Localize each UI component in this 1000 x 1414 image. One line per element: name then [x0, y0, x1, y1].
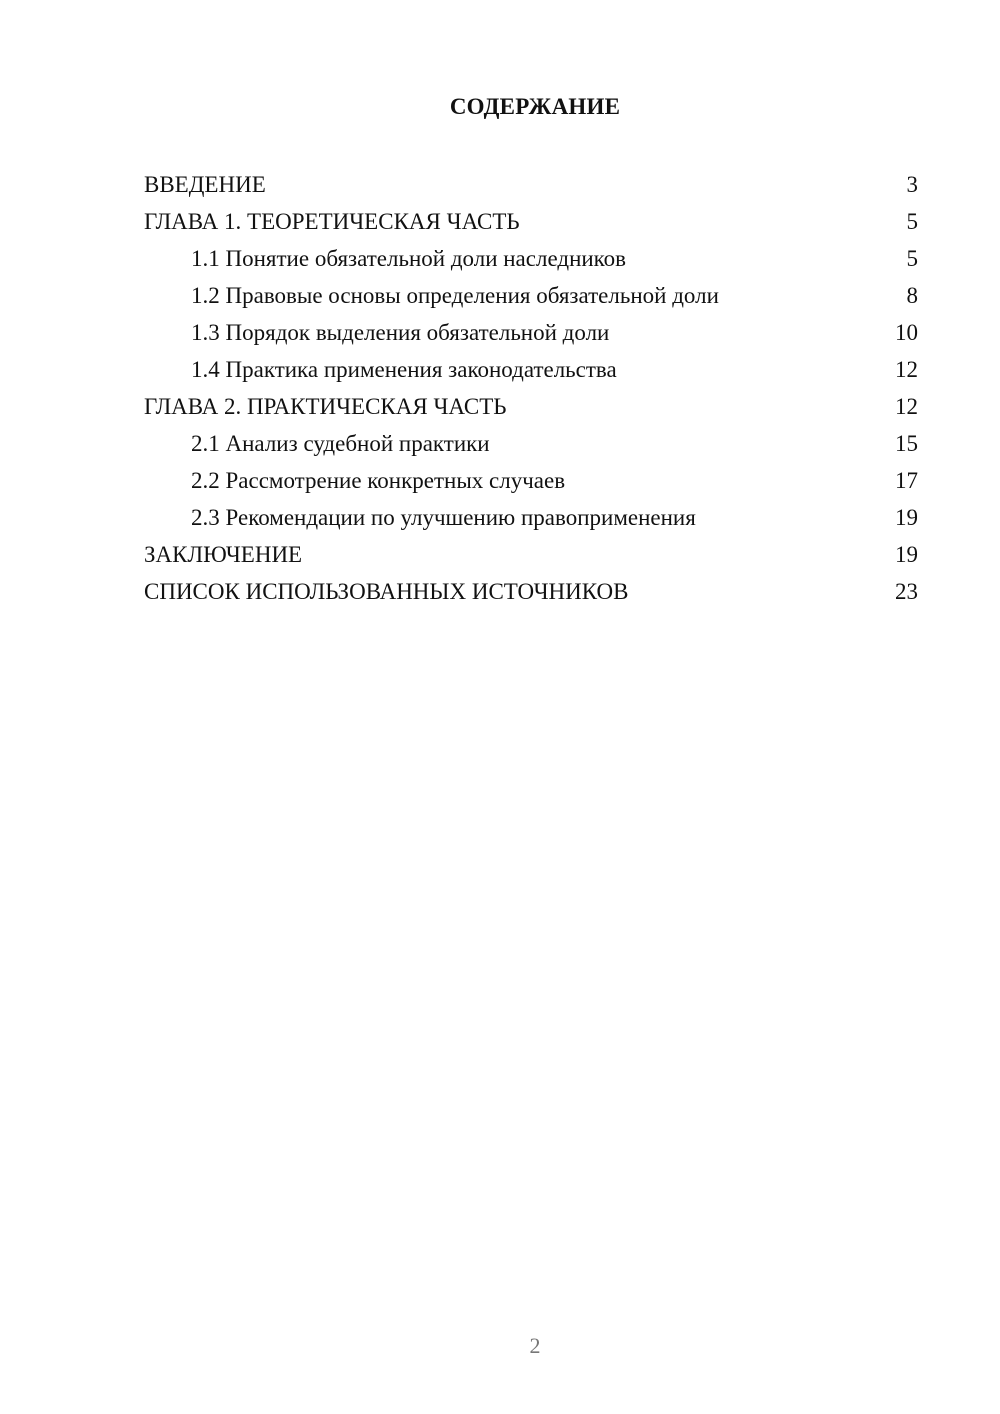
toc-entry-page: 19 [895, 505, 918, 530]
toc-entry-section-2-1[interactable] [144, 425, 920, 462]
page-number: 2 [529, 1333, 541, 1358]
toc-entry-section-1-2[interactable] [144, 277, 920, 314]
toc-entry-label: ЗАКЛЮЧЕНИЕ [144, 542, 303, 567]
toc-entry-page: 12 [895, 394, 918, 419]
toc-entry-page: 5 [906, 209, 918, 234]
toc-entry-references[interactable] [144, 573, 920, 610]
toc-entry-label: 1.4 Практика применения законодательства [191, 357, 617, 382]
toc-entry-section-1-1[interactable] [144, 240, 920, 277]
toc-entry-label: 2.1 Анализ судебной практики [191, 431, 490, 456]
toc-entry-chapter-1[interactable] [144, 203, 920, 240]
toc-entry-label: 2.3 Рекомендации по улучшению правоприменения [191, 505, 696, 530]
toc-entry-label: 1.1 Понятие обязательной доли наследников [191, 246, 627, 271]
toc-entry-label: 1.3 Порядок выделения обязательной доли [191, 320, 610, 345]
toc-entry-section-2-3[interactable] [144, 499, 920, 536]
page-title: СОДЕРЖАНИЕ [449, 94, 621, 119]
toc-entry-label: СПИСОК ИСПОЛЬЗОВАННЫХ ИСТОЧНИКОВ [144, 579, 629, 604]
table-of-contents [144, 166, 920, 610]
toc-entry-introduction[interactable] [144, 166, 920, 203]
toc-entry-chapter-2[interactable] [144, 388, 920, 425]
toc-entry-label: 2.2 Рассмотрение конкретных случаев [191, 468, 566, 493]
toc-entry-label: ГЛАВА 2. ПРАКТИЧЕСКАЯ ЧАСТЬ [144, 394, 507, 419]
toc-entry-section-2-2[interactable] [144, 462, 920, 499]
toc-entry-conclusion[interactable] [144, 536, 920, 573]
toc-entry-page: 17 [895, 468, 918, 493]
toc-entry-page: 15 [895, 431, 918, 456]
toc-entry-label: ВВЕДЕНИЕ [144, 172, 266, 197]
toc-entry-page: 10 [895, 320, 918, 345]
toc-entry-page: 8 [906, 283, 918, 308]
toc-entry-page: 3 [906, 172, 918, 197]
toc-entry-page: 5 [906, 246, 918, 271]
toc-entry-section-1-3[interactable] [144, 314, 920, 351]
toc-entry-section-1-4[interactable] [144, 351, 920, 388]
toc-entry-page: 19 [895, 542, 918, 567]
toc-entry-page: 23 [895, 579, 918, 604]
toc-entry-label: ГЛАВА 1. ТЕОРЕТИЧЕСКАЯ ЧАСТЬ [144, 209, 520, 234]
toc-entry-page: 12 [895, 357, 918, 382]
toc-entry-label: 1.2 Правовые основы определения обязательной доли [191, 283, 719, 308]
